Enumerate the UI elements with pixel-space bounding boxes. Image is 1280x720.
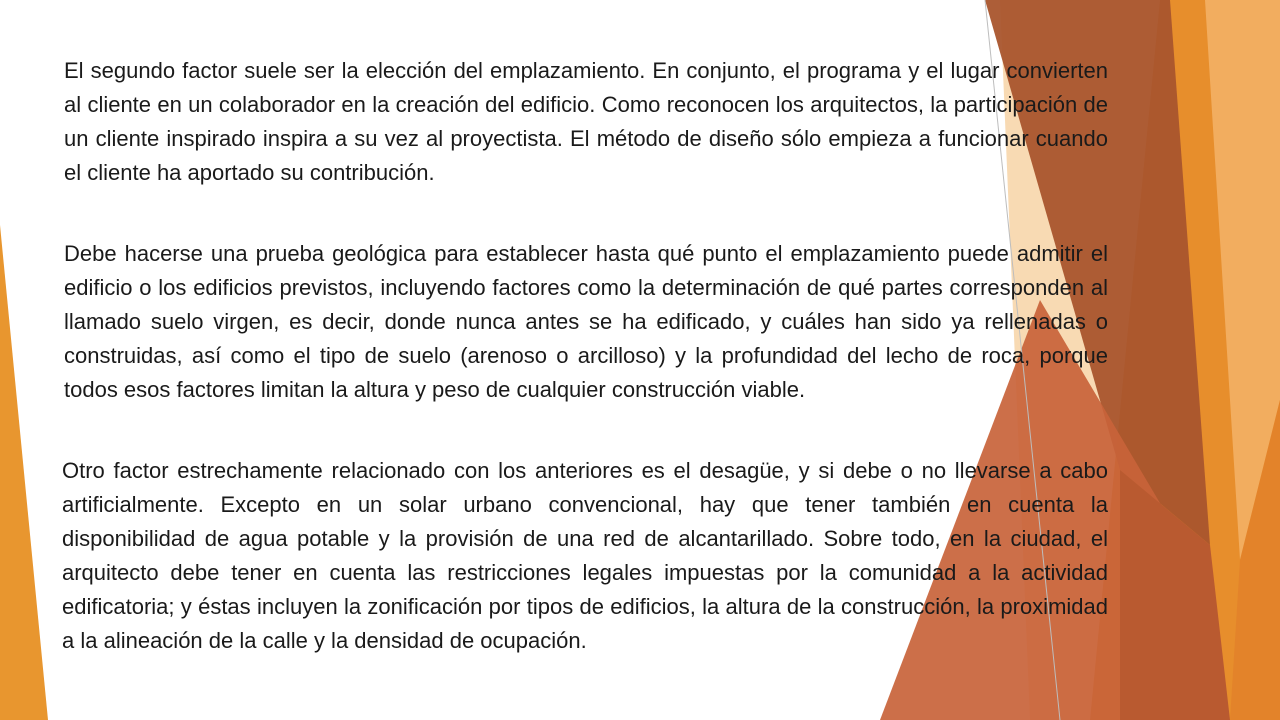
paragraph-2: Debe hacerse una prueba geológica para establecer hasta qué punto el emplazamiento puede admitir el edificio o los edificios previstos, incluyendo factores como la determinación de qué partes corresponden al llamado suelo virgen, es decir, donde nunca antes se ha edificado, y cuáles han sido ya rellenadas o construidas, así como el tipo de suelo (arenoso o arcilloso) y la profundidad del lecho de roca, porque todos esos factores limitan la altura y peso de cualquier construcción viable. — [64, 241, 1108, 402]
left-orange-shape — [0, 225, 48, 720]
paragraph-1: El segundo factor suele ser la elección del emplazamiento. En conjunto, el programa y el lugar convierten al cliente en un colaborador en la creación del edificio. Como reconocen los arquitectos, la participación de un cliente inspirado inspira a su vez al proyectista. El método de diseño sólo empieza a funcionar cuando el cliente ha aportado su contribución. — [64, 58, 1108, 185]
paragraph-3: Otro factor estrechamente relacionado con los anteriores es el desagüe, y si debe o no llevarse a cabo artificialmente. Excepto en un solar urbano convencional, hay que tener también en cuenta la disponibilidad de agua potable y la provisión de una red de alcantarillado. Sobre todo, en la ciudad, el arquitecto debe tener en cuenta las restricciones legales impuestas por la comunidad a la actividad edificatoria; y éstas incluyen la zonificación por tipos de edificios, la altura de la construcción, la proximidad a la alineación de la calle y la densidad de ocupación. — [62, 458, 1108, 653]
